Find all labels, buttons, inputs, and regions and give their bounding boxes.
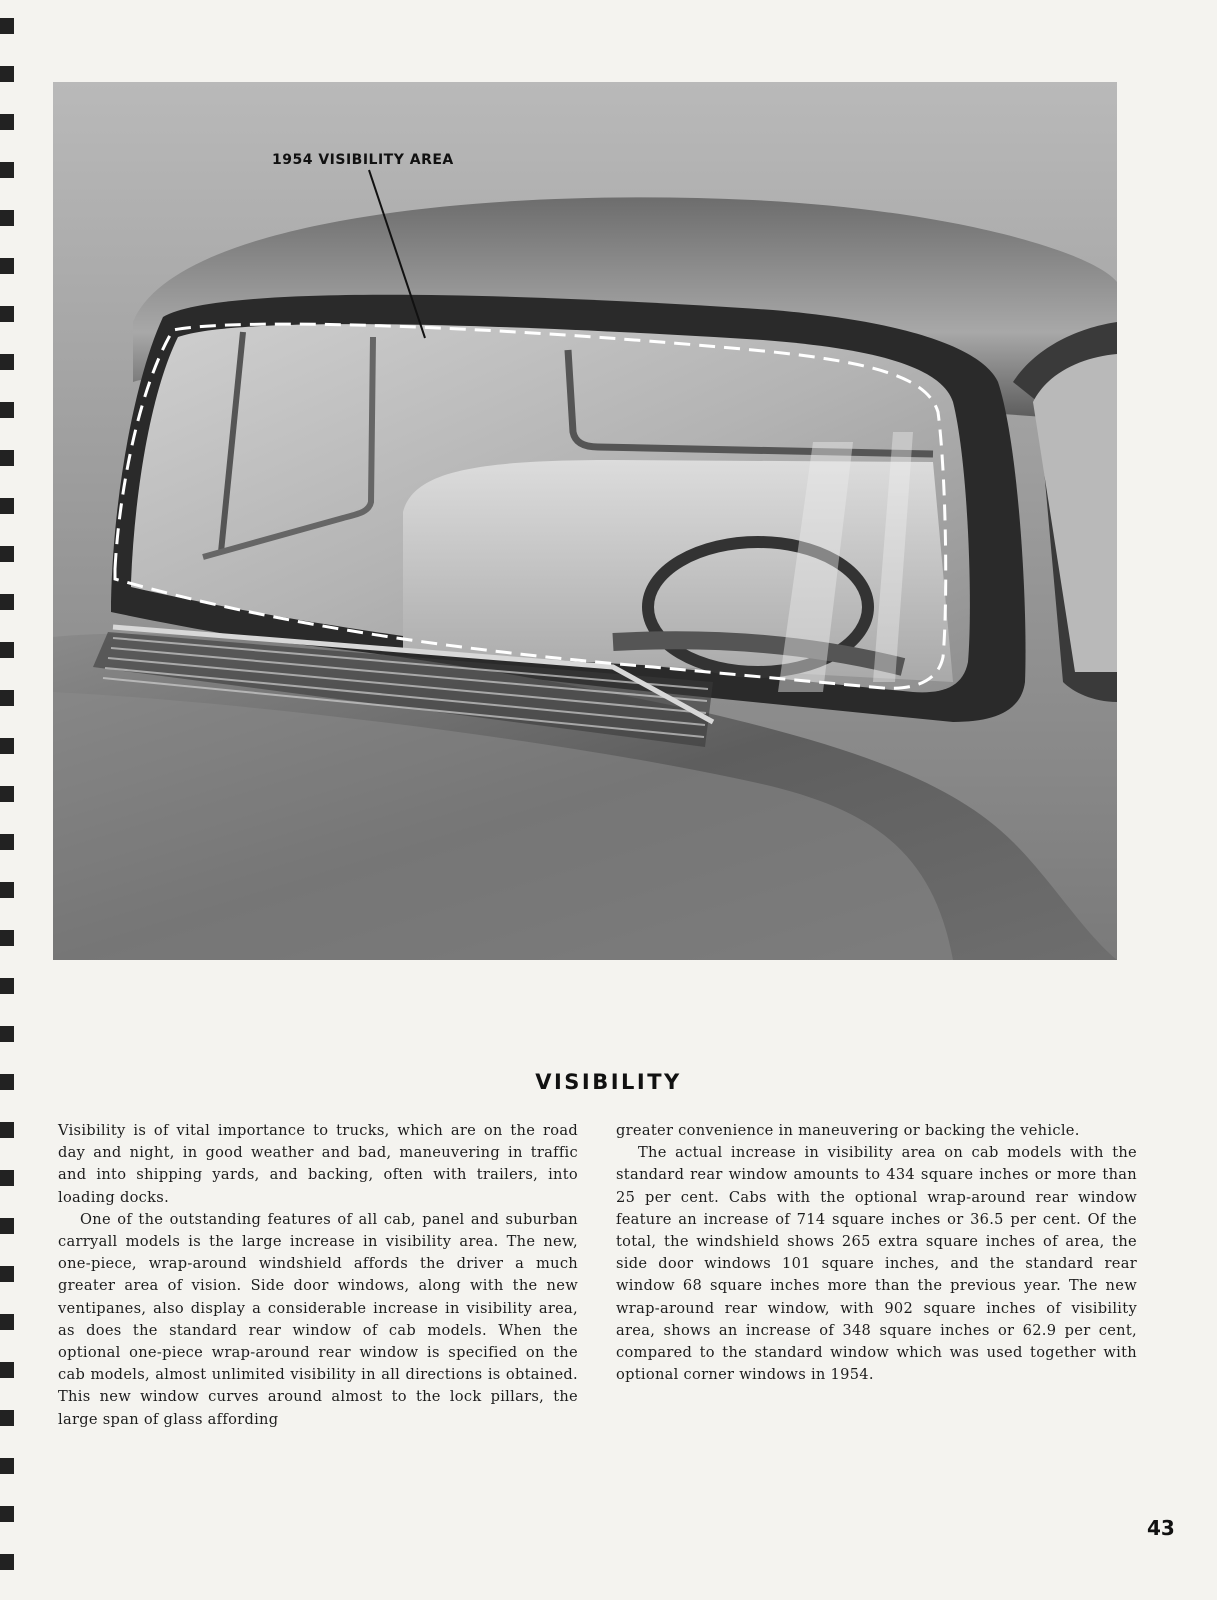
truck-windshield-photo <box>53 82 1117 960</box>
section-heading: VISIBILITY <box>535 1070 682 1094</box>
left-text-column <box>58 1120 578 1431</box>
right-text-column <box>616 1120 1137 1386</box>
photo-illustration <box>53 82 1117 960</box>
page-number: 43 <box>1147 1516 1175 1540</box>
visibility-area-callout: 1954 VISIBILITY AREA <box>272 152 454 168</box>
paragraph: The actual increase in visibility area on cab models with the standard rear window amounts to 434 square inches or more than 25 per cent. Cabs with the optional wrap-around rear window feature an increase of 714 square inches or 36.5 per cent. Of the total, the windshield shows 265 extra square inches of area, the side door windows 101 square inches, and the standard rear window 68 square inches more than the previous year. The new wrap-around rear window, with 902 square inches of visibility area, shows an increase of 348 square inches or 62.9 per cent, compared to the standard window which was used together with optional corner windows in 1954. <box>616 1144 1137 1384</box>
paragraph: Visibility is of vital importance to trucks, which are on the road day and night, in good weather and bad, maneuvering in traffic and into shipping yards, and backing, often with trailers, into loading docks. <box>58 1122 578 1206</box>
paragraph: One of the outstanding features of all cab, panel and suburban carryall models is the large increase in visibility area. The new, one-piece, wrap-around windshield affords the driver a much greater area of vision. Side door windows, along with the new ventipanes, also display a considerable increase in visibility area, as does the standard rear window of cab models. When the optional one-piece wrap-around rear window is specified on the cab models, almost unlimited visibility in all directions is obtained. This new window curves around almost to the lock pillars, the large span of glass affording <box>58 1210 578 1428</box>
spiral-binding <box>0 0 14 1600</box>
paragraph: greater convenience in maneuvering or backing the vehicle. <box>616 1122 1080 1139</box>
